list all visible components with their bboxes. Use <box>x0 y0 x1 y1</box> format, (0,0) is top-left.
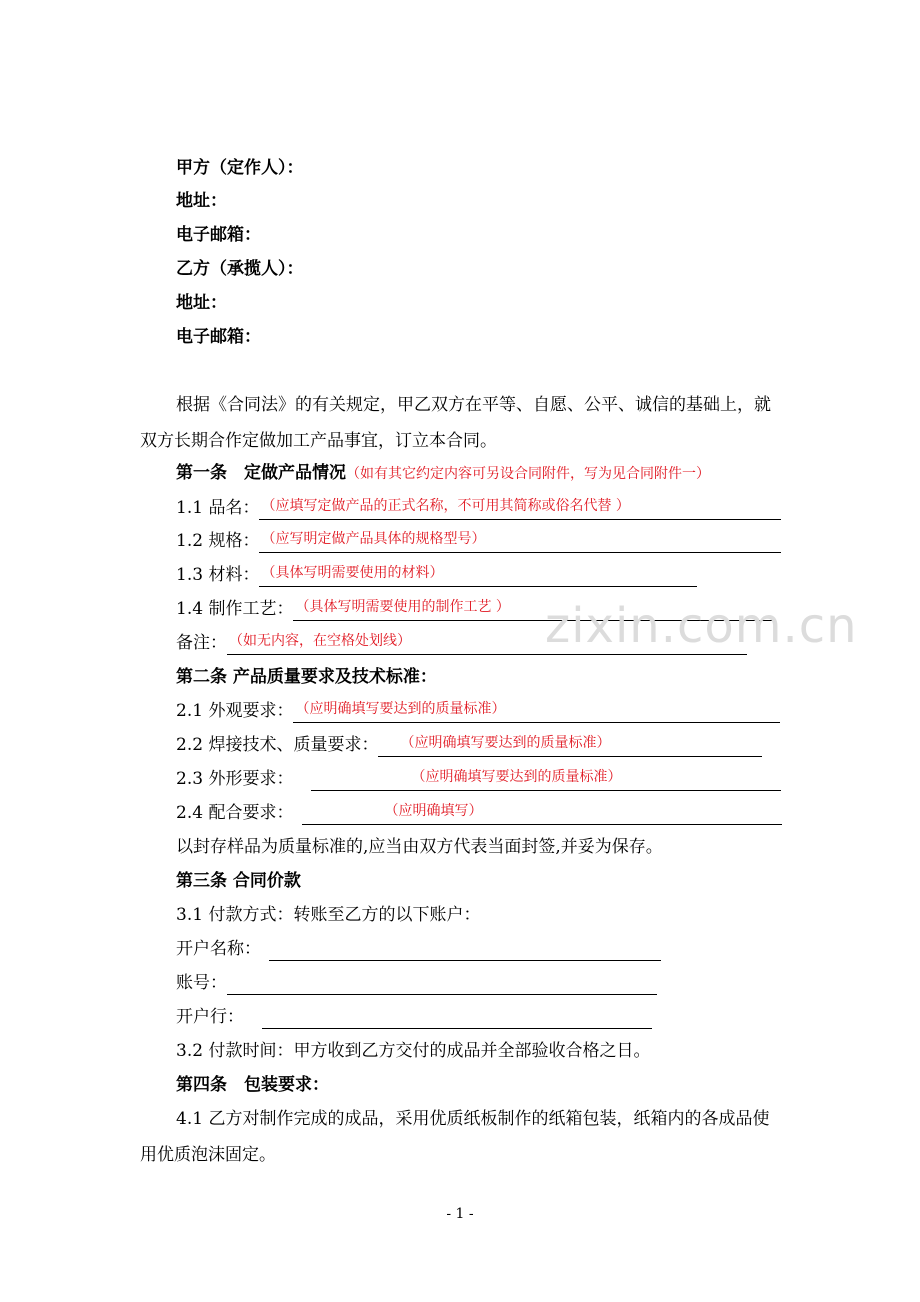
hint-text: （应写明定做产品具体的规格型号） <box>261 531 486 547</box>
blank-field[interactable] <box>302 802 782 825</box>
hint-text: （具体写明需要使用的材料） <box>261 565 444 581</box>
hint-text: （具体写明需要使用的制作工艺 ） <box>295 599 510 615</box>
party-b-address-label: 地址： <box>176 293 227 313</box>
account-name-label: 开户名称： <box>176 939 261 959</box>
item-label: 2.4 配合要求： <box>176 803 294 823</box>
item-1-3 <box>176 563 697 587</box>
item-label: 2.3 外形要求： <box>176 769 294 789</box>
party-a-address-label: 地址： <box>176 191 227 211</box>
item-label: 1.1 品名： <box>176 498 260 518</box>
blank-field[interactable] <box>259 530 781 553</box>
item-label: 备注： <box>176 633 227 653</box>
blank-field[interactable] <box>259 497 781 520</box>
intro-paragraph: 根据《合同法》的有关规定，甲乙双方在平等、自愿、公平、诚信的基础上，就双方长期合作定做加工产品事宜，订立本合同。 <box>140 395 771 451</box>
blank-field[interactable] <box>378 734 762 757</box>
hint-text: （应明确填写要达到的质量标准） <box>400 735 611 751</box>
party-a-email-label: 电子邮箱： <box>176 225 261 245</box>
bank-label: 开户行： <box>176 1007 244 1027</box>
hint-text: （应填写定做产品的正式名称，不可用其简称或俗名代替 ） <box>261 498 630 514</box>
article-4-text: 4.1 乙方对制作完成的成品，采用优质纸板制作的纸箱包装，纸箱内的各成品使用优质泡沫固定。 <box>140 1109 770 1165</box>
hint-text: （应明确填写要达到的质量标准） <box>411 769 622 785</box>
item-1-1 <box>176 496 781 520</box>
article-2-title: 第二条 产品质量要求及技术标准： <box>176 667 437 687</box>
item-2-1 <box>176 699 780 723</box>
item-label: 2.2 焊接技术、质量要求： <box>176 735 379 755</box>
item-2-2 <box>176 733 762 757</box>
article-1-heading <box>176 461 710 486</box>
item-label: 1.2 规格： <box>176 531 260 551</box>
item-label: 1.4 制作工艺： <box>176 599 294 619</box>
bank-field[interactable] <box>262 1006 652 1029</box>
bank-row <box>176 1005 652 1029</box>
article-4-title: 第四条 包装要求： <box>176 1075 329 1095</box>
item-1-2 <box>176 529 781 553</box>
blank-field[interactable] <box>293 700 780 723</box>
party-b-email-label: 电子邮箱： <box>176 327 261 347</box>
watermark: zixin.com.cn <box>545 598 858 654</box>
item-label: 1.3 材料： <box>176 565 260 585</box>
account-number-label: 账号： <box>176 973 227 993</box>
item-2-4 <box>176 801 782 825</box>
article-3-title: 第三条 合同价款 <box>176 871 301 891</box>
payment-time: 3.2 付款时间：甲方收到乙方交付的成品并全部验收合格之日。 <box>176 1041 651 1061</box>
blank-field[interactable] <box>311 768 781 791</box>
article-1-note: （如有其它约定内容可另设合同附件，写为见合同附件一） <box>346 466 710 482</box>
account-name-row <box>176 937 661 961</box>
hint-text: （应明确填写要达到的质量标准） <box>295 701 506 717</box>
hint-text: （如无内容，在空格处划线） <box>229 633 411 649</box>
sample-note: 以封存样品为质量标准的,应当由双方代表当面封签,并妥为保存。 <box>176 837 663 857</box>
article-1-title: 第一条 定做产品情况 <box>176 463 346 483</box>
hint-text: （应明确填写） <box>384 803 483 819</box>
blank-field[interactable] <box>259 564 697 587</box>
account-name-field[interactable] <box>269 938 661 961</box>
account-number-field[interactable] <box>227 972 657 995</box>
payment-method: 3.1 付款方式：转账至乙方的以下账户： <box>176 905 481 925</box>
account-number-row <box>176 971 657 995</box>
item-label: 2.1 外观要求： <box>176 701 294 721</box>
party-a-label: 甲方（定作人）： <box>176 158 304 178</box>
party-b-label: 乙方（承揽人）： <box>176 259 304 279</box>
page-number: - 1 - <box>446 1206 474 1222</box>
item-2-3 <box>176 767 781 791</box>
